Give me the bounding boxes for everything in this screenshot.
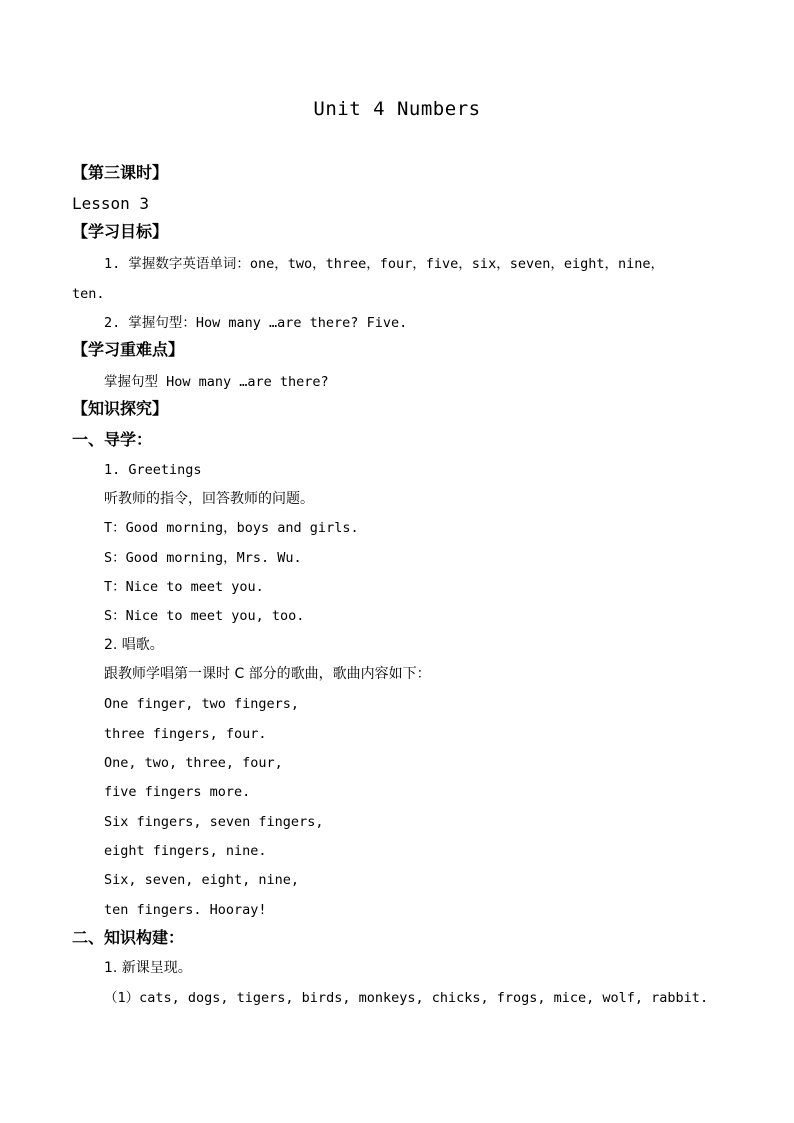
song-line: Six, seven, eight, nine,: [104, 872, 300, 888]
section-1-heading: 一、导学：: [72, 430, 153, 449]
period-heading: 【第三课时】: [72, 163, 169, 182]
key-points-text: 掌握句型 How many …are there?: [104, 374, 329, 390]
song-title: 2. 唱歌。: [104, 637, 164, 653]
vocab-line: （1）cats, dogs, tigers, birds, monkeys, chicks, frogs, mice, wolf, rabbit.: [104, 990, 709, 1006]
objective-item-1: 1. 掌握数字英语单词：one，two，three，four，five，six，seven，eight，nine，: [104, 256, 664, 272]
key-points-heading: 【学习重难点】: [72, 340, 185, 359]
greetings-instruction: 听教师的指令，回答教师的问题。: [104, 491, 314, 507]
song-line: eight fingers, nine.: [104, 843, 267, 859]
objective-item-2: 2. 掌握句型：How many …are there? Five.: [104, 315, 408, 331]
document-title: Unit 4 Numbers: [313, 98, 481, 120]
song-line: Six fingers, seven fingers,: [104, 814, 324, 830]
objectives-heading: 【学习目标】: [72, 222, 169, 241]
lesson-label: Lesson 3: [72, 194, 150, 213]
song-line: One finger, two fingers,: [104, 696, 300, 712]
dialogue-line: S：Good morning，Mrs. Wu.: [104, 550, 302, 566]
dialogue-line: T：Nice to meet you.: [104, 579, 264, 595]
song-line: five fingers more.: [104, 784, 251, 800]
song-line: three fingers, four.: [104, 726, 267, 742]
new-lesson-item: 1. 新课呈现。: [104, 960, 192, 976]
section-2-heading: 二、知识构建：: [72, 928, 185, 947]
dialogue-line: T：Good morning，boys and girls.: [104, 520, 359, 536]
greetings-title: 1. Greetings: [104, 462, 202, 478]
song-line: ten fingers. Hooray!: [104, 902, 267, 918]
song-instruction: 跟教师学唱第一课时 C 部分的歌曲，歌曲内容如下：: [104, 666, 431, 682]
inquiry-heading: 【知识探究】: [72, 399, 169, 418]
song-line: One, two, three, four,: [104, 755, 283, 771]
dialogue-line: S：Nice to meet you, too.: [104, 608, 305, 624]
objective-item-1-continued: ten.: [72, 286, 105, 302]
